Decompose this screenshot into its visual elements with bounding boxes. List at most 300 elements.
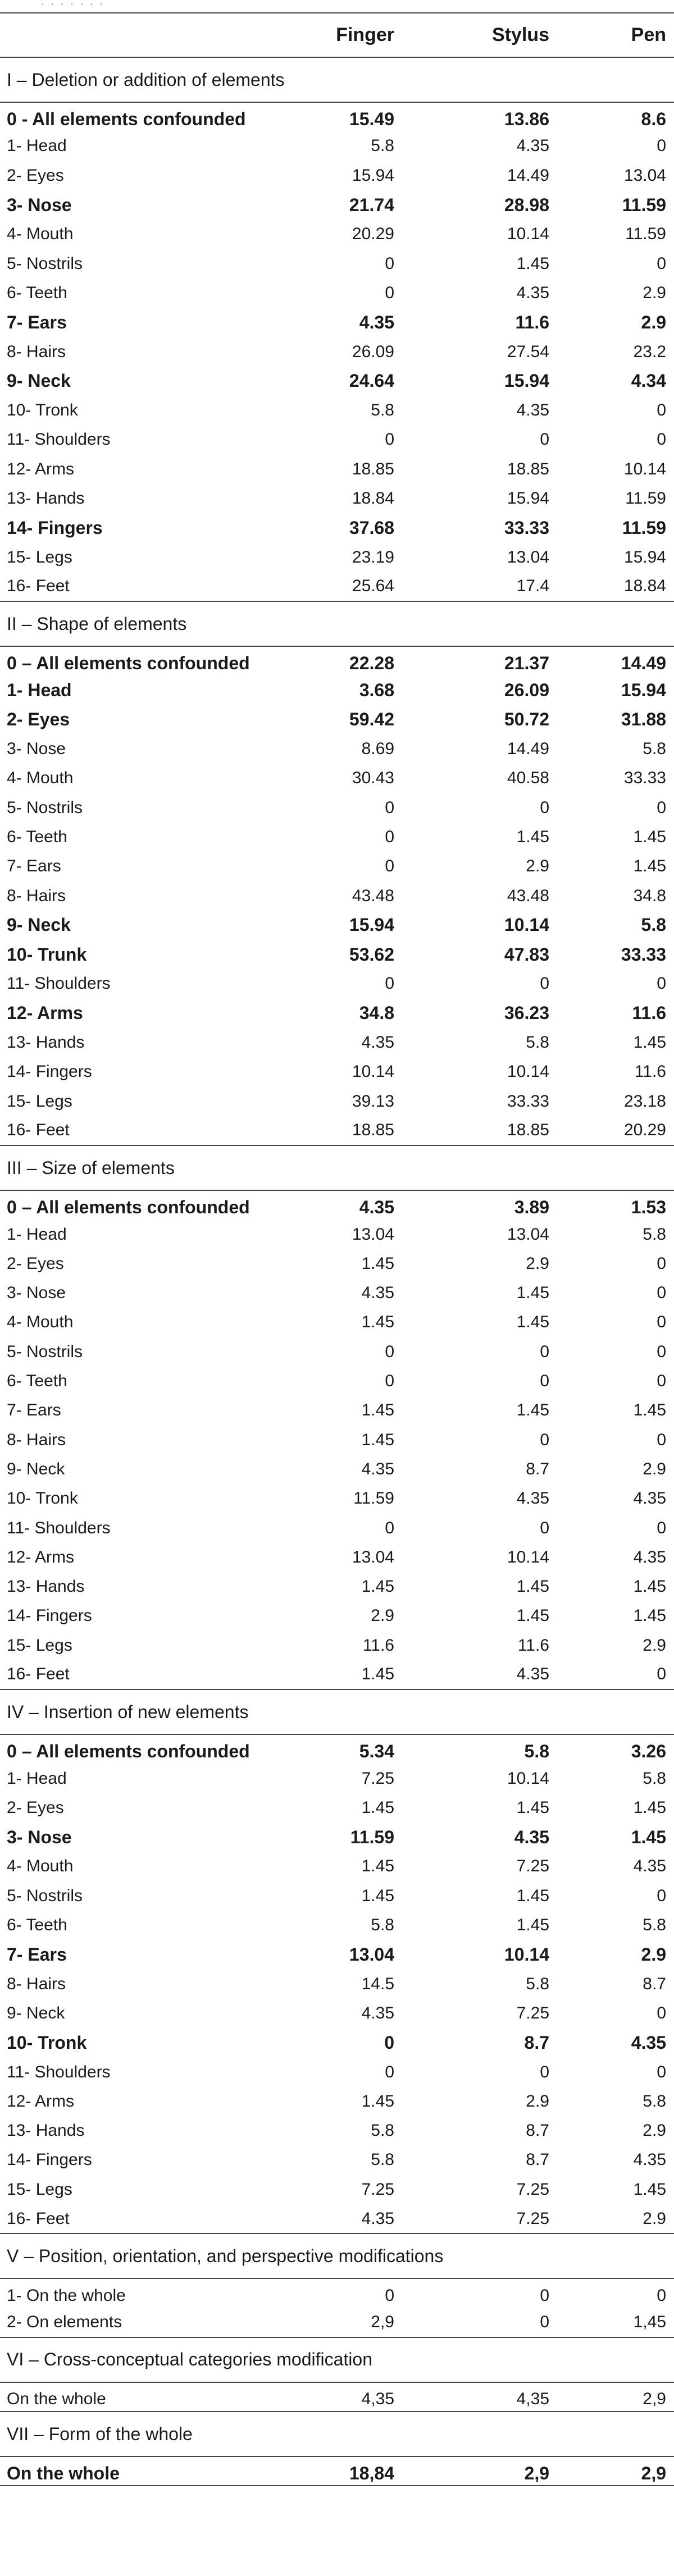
finger-value: 1.45	[361, 1401, 394, 1420]
row-label: 12- Arms	[7, 1003, 83, 1024]
row-label: 10- Tronk	[7, 401, 78, 420]
stylus-value: 18.85	[507, 1121, 549, 1140]
stylus-value: 2.9	[526, 1254, 549, 1273]
row-label: 3- Nose	[7, 1284, 66, 1303]
row-label: 5- Nostrils	[7, 1886, 83, 1905]
row-label: 13- Hands	[7, 489, 85, 508]
pen-value: 1.45	[633, 2180, 666, 2199]
finger-value: 18.85	[352, 1121, 394, 1140]
table-row	[0, 102, 674, 131]
table-row	[0, 823, 674, 852]
stylus-value: 33.33	[504, 517, 549, 538]
finger-value: 13.04	[352, 1547, 394, 1566]
pen-value: 1,45	[633, 2313, 666, 2332]
finger-value: 0	[385, 283, 394, 302]
row-label: 9- Neck	[7, 2003, 65, 2022]
pen-value: 0	[657, 254, 666, 273]
stylus-value: 2,9	[427, 2456, 567, 2486]
pen-value: 1.45	[633, 1577, 666, 1596]
table-row	[0, 1513, 674, 1542]
table-row	[0, 764, 674, 793]
pen-value: 15.94	[621, 679, 666, 700]
table-row	[0, 2145, 674, 2175]
row-label: 10- Trunk	[7, 944, 87, 965]
row-label: 13- Hands	[7, 2121, 85, 2140]
table-row	[0, 2456, 674, 2486]
finger-value: 4.35	[361, 2003, 394, 2022]
stylus-value: 33.33	[507, 1091, 549, 1111]
finger-value: 0	[385, 2062, 394, 2081]
table-row	[0, 1881, 674, 1911]
stylus-value: 1.45	[516, 1798, 549, 1817]
pen-value: 2.9	[641, 1944, 666, 1965]
pen-value: 0	[657, 1254, 666, 1273]
top-rule	[0, 0, 674, 13]
stylus-value: 0	[540, 1342, 549, 1361]
stylus-value: 1.45	[516, 1606, 549, 1625]
stylus-value: 10.14	[507, 225, 549, 244]
row-label: 3- Nose	[7, 739, 66, 759]
table-row	[0, 2116, 674, 2145]
pen-value: 10.14	[623, 459, 666, 478]
stylus-value: 0	[540, 2286, 549, 2305]
table-row	[0, 220, 674, 249]
table-row	[0, 1734, 674, 1764]
cropped-caption-text: · · · · · · ·	[40, 0, 104, 11]
table-row	[0, 1631, 674, 1660]
row-label: 11- Shoulders	[7, 974, 111, 993]
table-row	[0, 969, 674, 998]
pen-value: 11.59	[622, 517, 666, 538]
table-row	[0, 308, 674, 337]
section-title: IV – Insertion of new elements	[0, 1689, 674, 1734]
finger-value: 5.8	[371, 2121, 394, 2140]
pen-value: 33.33	[623, 769, 666, 788]
stylus-value: 21.37	[504, 653, 549, 674]
pen-value: 0	[657, 1372, 666, 1391]
table-row	[0, 1116, 674, 1145]
header-pen: Pen	[567, 13, 674, 57]
finger-value: 1.45	[361, 1313, 394, 1332]
finger-value: 13.04	[349, 1944, 394, 1965]
results-table	[0, 13, 674, 2486]
table-row	[0, 131, 674, 161]
stylus-value: 4.35	[516, 136, 549, 156]
row-label: 8- Hairs	[7, 342, 66, 361]
pen-value: 11.59	[625, 489, 666, 508]
row-label: 11- Shoulders	[7, 1518, 111, 1537]
stylus-value: 8.7	[524, 2032, 549, 2053]
row-label: 10- Tronk	[7, 2032, 87, 2053]
finger-value: 0	[385, 254, 394, 273]
table-row	[0, 1308, 674, 1337]
row-label: 13- Hands	[7, 1577, 85, 1596]
pen-value: 2.9	[643, 1459, 666, 1478]
stylus-value: 4.35	[516, 283, 549, 302]
stylus-value: 10.14	[507, 1062, 549, 1081]
pen-value: 0	[657, 2062, 666, 2081]
row-label: 2- Eyes	[7, 1254, 64, 1273]
pen-value: 0	[657, 798, 666, 817]
stylus-value: 7.25	[516, 2003, 549, 2022]
row-label: 0 – All elements confounded	[7, 1197, 250, 1218]
finger-value: 1.45	[361, 1254, 394, 1273]
stylus-value: 0	[540, 2313, 549, 2332]
finger-value: 15.94	[349, 915, 394, 935]
stylus-value: 0	[540, 1430, 549, 1449]
row-label: On the whole	[0, 2456, 286, 2486]
row-label: 1- Head	[7, 1225, 67, 1244]
finger-value: 4.35	[361, 2209, 394, 2228]
pen-value: 2.9	[641, 312, 666, 332]
stylus-value: 28.98	[504, 194, 549, 215]
finger-value: 1.45	[361, 1857, 394, 1876]
row-label: 11- Shoulders	[7, 430, 111, 449]
table-row	[0, 1911, 674, 1940]
row-label: 3- Nose	[7, 194, 72, 215]
stylus-value: 50.72	[504, 709, 549, 730]
pen-value: 11.59	[625, 225, 666, 244]
stylus-value: 11.6	[515, 312, 549, 332]
row-label: 0 – All elements confounded	[7, 1741, 250, 1762]
row-label: 2- Eyes	[7, 709, 70, 730]
pen-value: 0	[657, 974, 666, 993]
row-label: 9- Neck	[7, 1459, 65, 1478]
stylus-value: 5.8	[526, 1033, 549, 1052]
header-stylus: Stylus	[427, 13, 567, 57]
table-row	[0, 396, 674, 425]
pen-value: 5.8	[643, 2091, 666, 2111]
table-row	[0, 278, 674, 308]
table-row	[0, 513, 674, 542]
table-row	[0, 2028, 674, 2057]
stylus-value: 3.89	[514, 1197, 549, 1218]
pen-value: 5.8	[643, 739, 666, 759]
stylus-value: 10.14	[507, 1547, 549, 1566]
section-header-row	[0, 2337, 674, 2382]
stylus-value: 0	[540, 798, 549, 817]
finger-value: 24.64	[349, 371, 394, 391]
stylus-value: 1.45	[516, 1401, 549, 1420]
table-row	[0, 1940, 674, 1969]
results-table-body	[0, 13, 674, 2486]
pen-value: 13.04	[623, 166, 666, 185]
stylus-value: 5.8	[524, 1741, 549, 1762]
finger-value: 0	[385, 827, 394, 846]
finger-value: 13.04	[352, 1225, 394, 1244]
stylus-value: 4.35	[516, 1489, 549, 1508]
finger-value: 4.35	[361, 1459, 394, 1478]
pen-value: 23.2	[633, 342, 666, 361]
finger-value: 0	[385, 430, 394, 449]
pen-value: 1.45	[633, 1401, 666, 1420]
table-row	[0, 852, 674, 881]
finger-value: 53.62	[349, 944, 394, 965]
finger-value: 11.59	[350, 1826, 394, 1847]
pen-value: 0	[657, 1430, 666, 1449]
stylus-value: 4.35	[516, 1665, 549, 1684]
stylus-value: 8.7	[526, 2121, 549, 2140]
pen-value: 3.26	[631, 1741, 666, 1762]
table-row	[0, 999, 674, 1028]
pen-value: 11.59	[622, 194, 666, 215]
stylus-value: 18.85	[507, 459, 549, 478]
finger-value: 1.45	[361, 1577, 394, 1596]
pen-value: 1.45	[633, 857, 666, 876]
header-label-cell	[0, 13, 286, 57]
stylus-value: 17.4	[516, 577, 549, 596]
finger-value: 4.35	[361, 1284, 394, 1303]
stylus-value: 14.49	[507, 739, 549, 759]
row-label: 0 - All elements confounded	[7, 109, 246, 130]
stylus-value: 8.7	[526, 1459, 549, 1478]
table-row	[0, 705, 674, 734]
stylus-value: 15.94	[507, 489, 549, 508]
pen-value: 0	[657, 2286, 666, 2305]
table-row	[0, 190, 674, 220]
finger-value: 0	[385, 857, 394, 876]
table-row	[0, 1087, 674, 1116]
finger-value: 43.48	[352, 886, 394, 905]
row-label: 12- Arms	[7, 2091, 75, 2111]
finger-value: 8.69	[361, 739, 394, 759]
row-label: 4- Mouth	[7, 225, 74, 244]
table-row	[0, 1337, 674, 1367]
table-row	[0, 161, 674, 190]
row-label: 8- Hairs	[7, 1974, 66, 1993]
table-row	[0, 337, 674, 366]
table-row	[0, 1764, 674, 1793]
row-label: 4- Mouth	[7, 1857, 74, 1876]
row-label: 7- Ears	[7, 312, 67, 332]
pen-value: 2,9	[643, 2389, 666, 2408]
pen-value: 1.45	[633, 1606, 666, 1625]
pen-value: 0	[657, 2003, 666, 2022]
finger-value: 14.5	[361, 1974, 394, 1993]
row-label: 15- Legs	[7, 1091, 72, 1111]
table-row	[0, 881, 674, 910]
stylus-value: 4.35	[516, 401, 549, 420]
row-label: 15- Legs	[7, 2180, 72, 2199]
row-label: 7- Ears	[7, 857, 61, 876]
section-title: I – Deletion or addition of elements	[0, 57, 674, 102]
pen-value: 20.29	[623, 1121, 666, 1140]
pen-value: 8.6	[641, 109, 666, 130]
finger-value: 0	[385, 1372, 394, 1391]
finger-value: 15.94	[352, 166, 394, 185]
table-row	[0, 1057, 674, 1086]
pen-value: 2.9	[643, 1636, 666, 1655]
row-label: 2- Eyes	[7, 1798, 64, 1817]
finger-value: 15.49	[349, 109, 394, 130]
finger-value: 2,9	[371, 2313, 394, 2332]
stylus-value: 13.86	[504, 109, 549, 130]
pen-value: 4.34	[631, 371, 666, 391]
section-title: II – Shape of elements	[0, 601, 674, 646]
section-title: III – Size of elements	[0, 1145, 674, 1190]
stylus-value: 10.14	[504, 1944, 549, 1965]
finger-value: 1.45	[361, 1665, 394, 1684]
pen-value: 4.35	[631, 2032, 666, 2053]
finger-value: 25.64	[352, 577, 394, 596]
finger-value: 23.19	[352, 547, 394, 567]
finger-value: 4.35	[359, 1197, 394, 1218]
stylus-value: 0	[540, 1518, 549, 1537]
pen-value: 31.88	[621, 709, 666, 730]
finger-value: 30.43	[352, 769, 394, 788]
pen-value: 14.49	[621, 653, 666, 674]
table-row	[0, 1660, 674, 1689]
finger-value: 4,35	[361, 2389, 394, 2408]
finger-value: 21.74	[349, 194, 394, 215]
section-header-row	[0, 601, 674, 646]
pen-value: 4.35	[633, 1489, 666, 1508]
section-header-row	[0, 2234, 674, 2278]
table-row	[0, 1793, 674, 1823]
stylus-value: 15.94	[504, 371, 549, 391]
row-label: 3- Nose	[7, 1826, 72, 1847]
table-row	[0, 2175, 674, 2204]
table-row	[0, 734, 674, 764]
section-header-row	[0, 1689, 674, 1734]
pen-value: 4.35	[633, 1547, 666, 1566]
pen-value: 0	[657, 1665, 666, 1684]
table-row	[0, 2057, 674, 2086]
finger-value: 5.8	[371, 2150, 394, 2169]
stylus-value: 0	[540, 2062, 549, 2081]
pen-value: 1.45	[633, 827, 666, 846]
row-label: 9- Neck	[7, 371, 71, 391]
row-label: 14- Fingers	[7, 1062, 92, 1081]
finger-value: 0	[385, 1518, 394, 1537]
stylus-value: 40.58	[507, 769, 549, 788]
table-row	[0, 2087, 674, 2116]
pen-value: 0	[657, 1518, 666, 1537]
stylus-value: 2.9	[526, 857, 549, 876]
table-row	[0, 2382, 674, 2411]
table-row	[0, 1543, 674, 1572]
row-label: 15- Legs	[7, 547, 72, 567]
table-row	[0, 1852, 674, 1881]
finger-value: 39.13	[352, 1091, 394, 1111]
finger-value: 5.8	[371, 136, 394, 156]
finger-value: 11.6	[362, 1636, 394, 1655]
row-label: 1- Head	[7, 1769, 67, 1788]
stylus-value: 1.45	[516, 254, 549, 273]
row-label: 4- Mouth	[7, 769, 74, 788]
pen-value: 5.8	[643, 1916, 666, 1935]
finger-value: 1.45	[361, 1886, 394, 1905]
table-row	[0, 455, 674, 484]
table-row	[0, 484, 674, 513]
pen-value: 2.9	[643, 283, 666, 302]
pen-value: 18.84	[623, 577, 666, 596]
stylus-value: 5.8	[526, 1974, 549, 1993]
row-label: 1- Head	[7, 136, 67, 156]
row-label: 9- Neck	[7, 915, 71, 935]
finger-value: 3.68	[359, 679, 394, 700]
finger-value: 0	[385, 798, 394, 817]
row-label: 14- Fingers	[7, 517, 103, 538]
stylus-value: 14.49	[507, 166, 549, 185]
table-row	[0, 1484, 674, 1513]
stylus-value: 7.25	[516, 2209, 549, 2228]
stylus-value: 4.35	[514, 1826, 549, 1847]
finger-value: 18.85	[352, 459, 394, 478]
stylus-value: 36.23	[504, 1003, 549, 1024]
table-row	[0, 425, 674, 454]
row-label: 8- Hairs	[7, 1430, 66, 1449]
row-label: On the whole	[7, 2389, 106, 2408]
stylus-value: 1.45	[516, 827, 549, 846]
row-label: 7- Ears	[7, 1401, 61, 1420]
finger-value: 11.59	[353, 1489, 394, 1508]
row-label: 10- Tronk	[7, 1489, 78, 1508]
table-row	[0, 542, 674, 572]
table-row	[0, 1396, 674, 1425]
pen-value: 5.8	[641, 915, 666, 935]
row-label: 2- On elements	[7, 2313, 122, 2332]
finger-value: 7.25	[361, 2180, 394, 2199]
row-label: 6- Teeth	[7, 1916, 67, 1935]
table-row	[0, 1190, 674, 1220]
table-row	[0, 1999, 674, 2028]
table-row	[0, 940, 674, 969]
finger-value: 37.68	[349, 517, 394, 538]
row-label: 0 – All elements confounded	[7, 653, 250, 674]
stylus-value: 43.48	[507, 886, 549, 905]
row-label: 2- Eyes	[7, 166, 64, 185]
stylus-value: 7.25	[516, 2180, 549, 2199]
table-row	[0, 911, 674, 940]
row-label: 8- Hairs	[7, 886, 66, 905]
pen-value: 0	[657, 136, 666, 156]
row-label: 15- Legs	[7, 1636, 72, 1655]
finger-value: 4.35	[361, 1033, 394, 1052]
table-row	[0, 793, 674, 823]
row-label: 1- On the whole	[7, 2286, 126, 2305]
pen-value: 0	[657, 430, 666, 449]
pen-value: 33.33	[621, 944, 666, 965]
stylus-value: 10.14	[507, 1769, 549, 1788]
stylus-value: 4,35	[516, 2389, 549, 2408]
pen-value: 4.35	[633, 1857, 666, 1876]
finger-value: 0	[385, 1342, 394, 1361]
stylus-value: 1.45	[516, 1886, 549, 1905]
finger-value: 20.29	[352, 225, 394, 244]
section-header-row	[0, 2411, 674, 2456]
row-label: 5- Nostrils	[7, 798, 83, 817]
row-label: 6- Teeth	[7, 827, 67, 846]
section-header-row	[0, 1145, 674, 1190]
pen-value: 1.45	[633, 1798, 666, 1817]
table-row	[0, 1249, 674, 1278]
finger-value: 1.45	[361, 1430, 394, 1449]
table-row	[0, 1220, 674, 1249]
stylus-value: 26.09	[504, 679, 549, 700]
finger-value: 18,84	[286, 2456, 427, 2486]
finger-value: 1.45	[361, 1798, 394, 1817]
finger-value: 2.9	[371, 1606, 394, 1625]
stylus-value: 0	[540, 974, 549, 993]
stylus-value: 13.04	[507, 547, 549, 567]
finger-value: 5.34	[359, 1741, 394, 1762]
section-title: VI – Cross-conceptual categories modification	[0, 2337, 674, 2382]
row-label: 7- Ears	[7, 1944, 67, 1965]
row-label: 4- Mouth	[7, 1313, 74, 1332]
stylus-value: 2.9	[526, 2091, 549, 2111]
table-row	[0, 2308, 674, 2337]
